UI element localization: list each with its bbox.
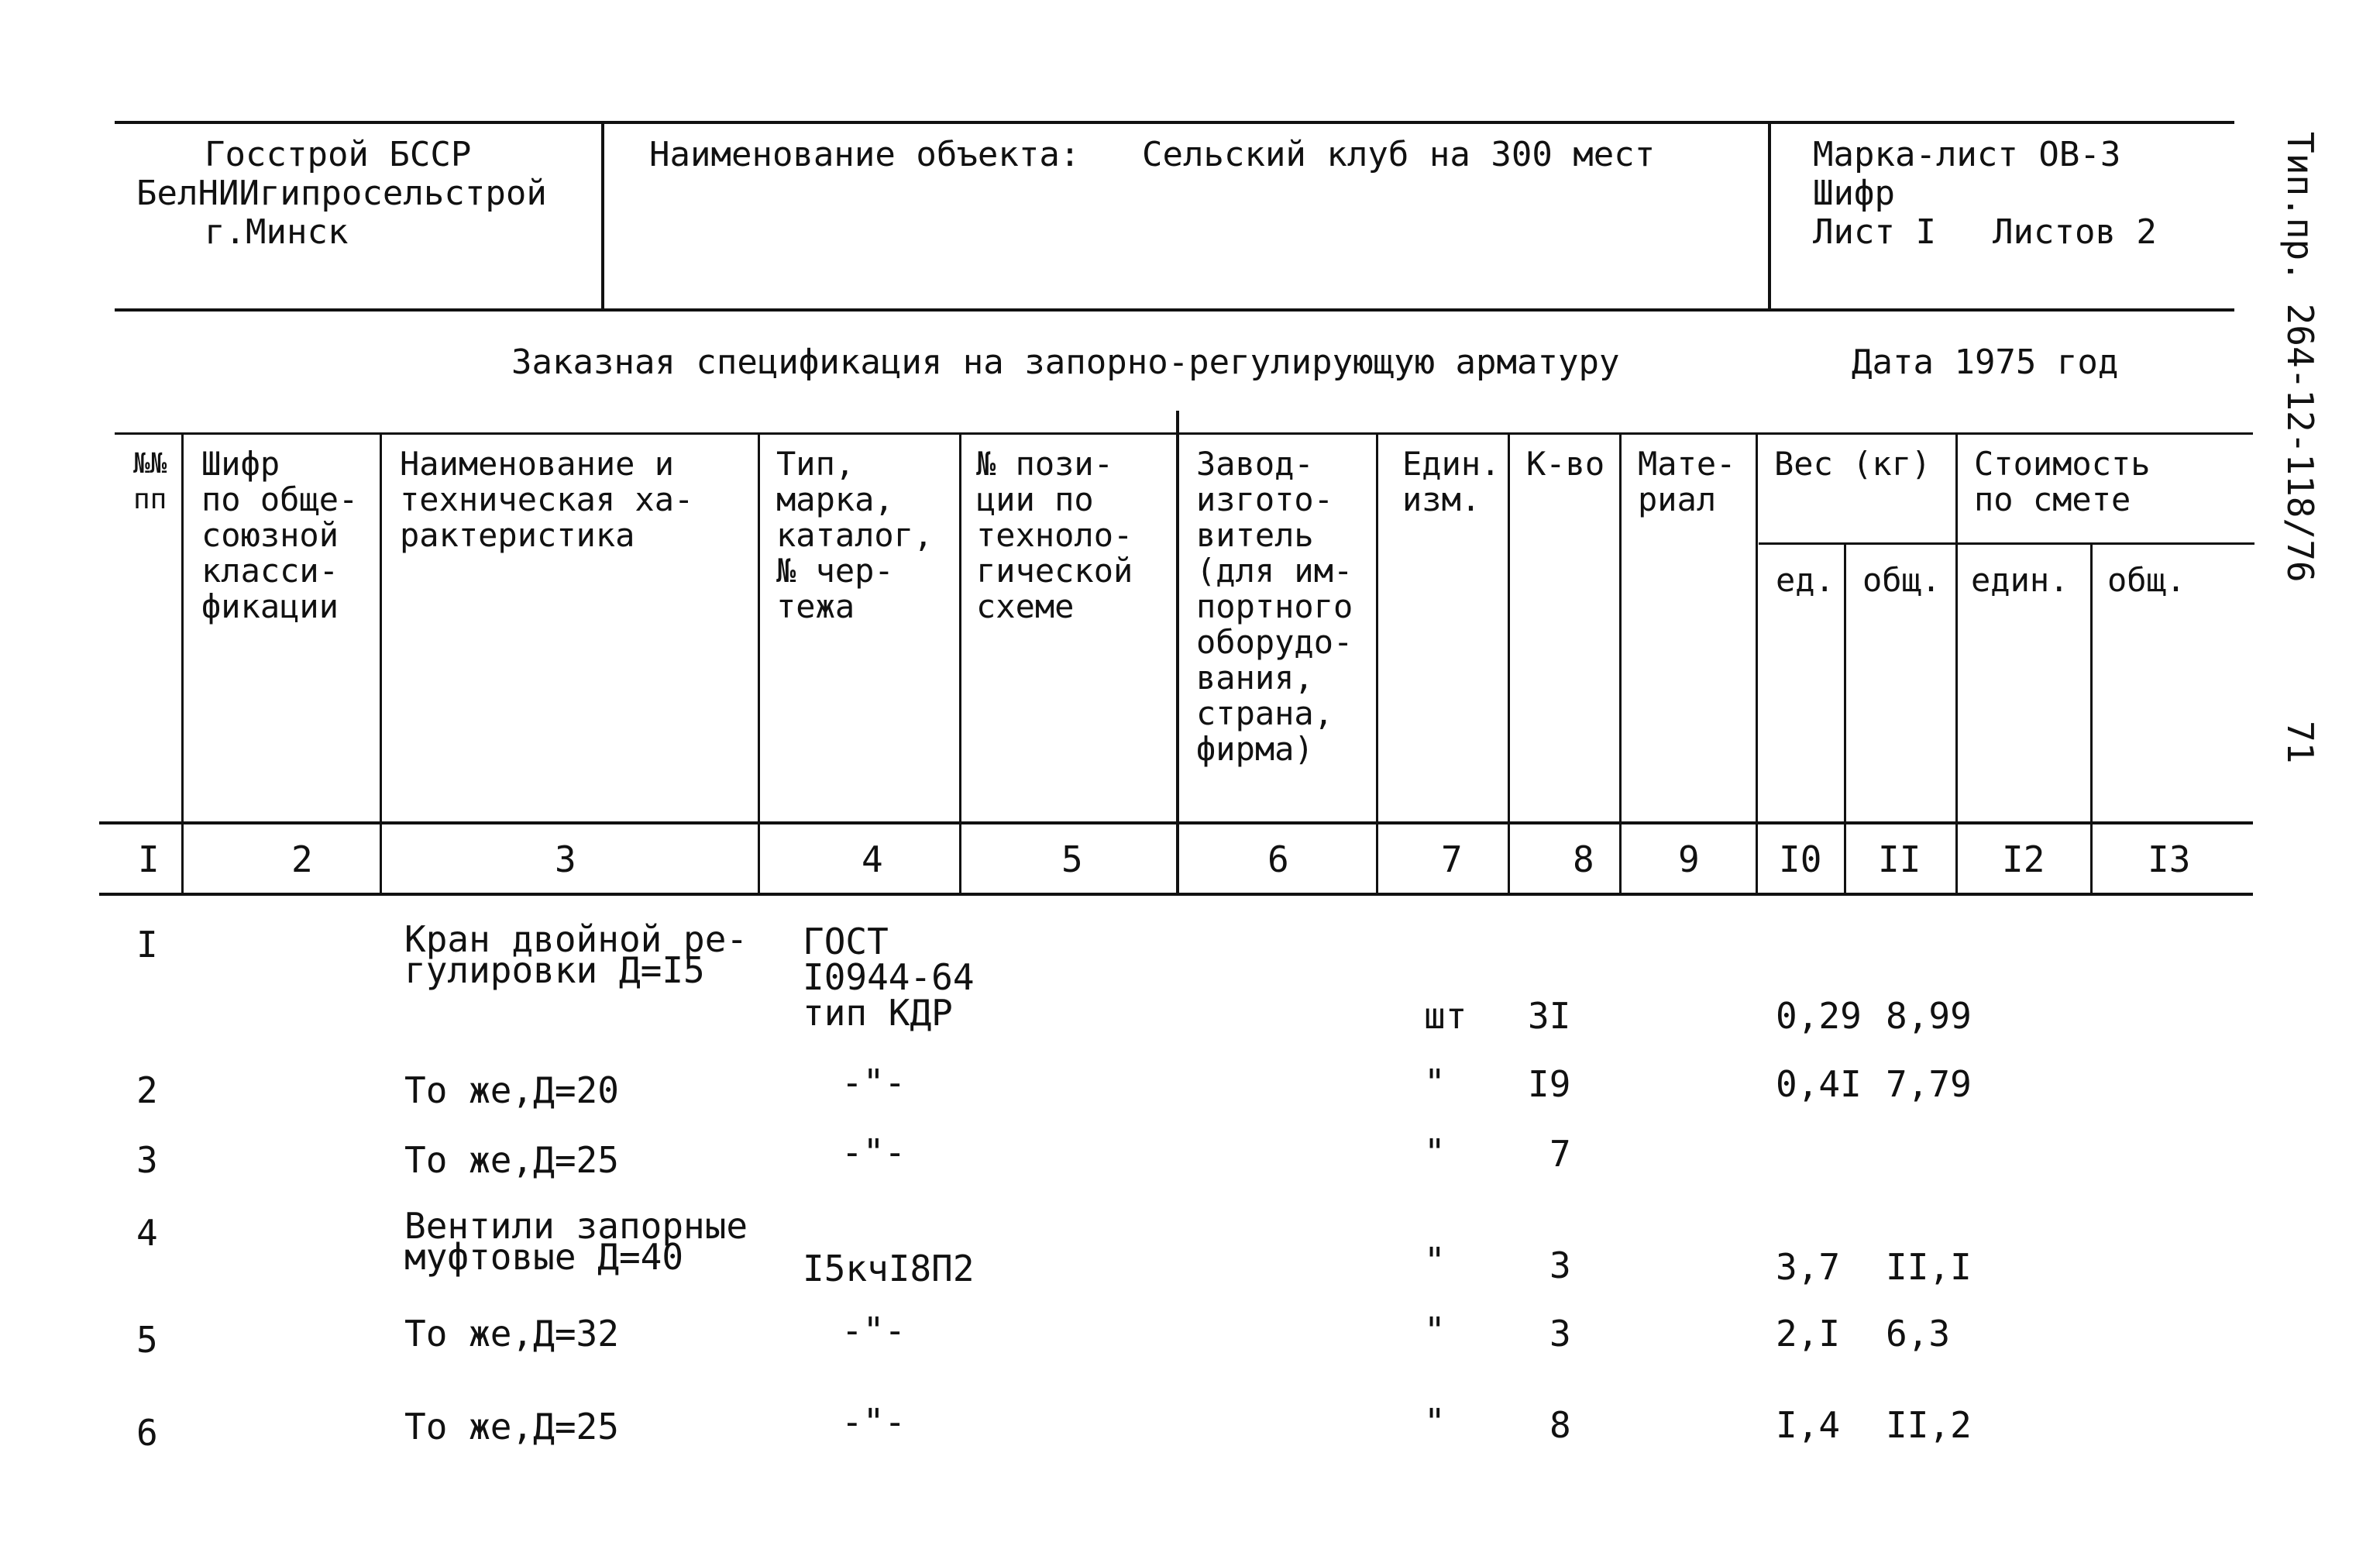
header-cost-unit: един. (1971, 561, 2069, 599)
row-weight-unit: 0,29 (1776, 995, 1862, 1037)
row-weight-unit: 3,7 (1776, 1246, 1841, 1288)
header-weight-total: общ. (1862, 561, 1941, 599)
row-type: -"- (841, 1131, 906, 1173)
row-weight-unit: I,4 (1776, 1404, 1841, 1446)
col-divider-8 (1619, 434, 1622, 894)
row-weight-total: 6,3 (1886, 1313, 1951, 1355)
row-unit: " (1424, 1310, 1446, 1351)
row-unit: " (1424, 1240, 1446, 1282)
row-type: I5кчI8П2 (803, 1248, 975, 1289)
row-type: -"- (841, 1310, 906, 1351)
sheet-number: Лист I (1813, 212, 1936, 252)
col-number-2: 2 (291, 838, 313, 880)
col-divider-1 (181, 434, 184, 894)
row-number: I (136, 924, 158, 966)
col-divider-12 (2090, 542, 2093, 894)
header-name: Наименование и техническая ха- рактеристика (400, 445, 694, 554)
org-line-2: БелНИИгипросельстрой (136, 174, 547, 213)
row-weight-unit: 2,I (1776, 1313, 1841, 1355)
col-divider-5 (1176, 411, 1179, 894)
col-divider-2 (380, 434, 382, 894)
col-number-11: II (1878, 838, 1921, 880)
row-number: 3 (136, 1139, 158, 1181)
row-qty: I9 (1528, 1063, 1571, 1105)
row-number: 4 (136, 1212, 158, 1254)
row-qty: 8 (1549, 1404, 1571, 1446)
row-type: ГОСТ I0944-64 тип КДР (803, 921, 975, 1034)
col-divider-11 (1955, 434, 1958, 894)
row-qty: 7 (1549, 1133, 1571, 1175)
col-divider-6 (1376, 434, 1378, 894)
sheets-total: Листов 2 (1993, 212, 2157, 252)
header-number: №№ пп (133, 448, 167, 515)
row-unit: " (1424, 1131, 1446, 1173)
header-type: Тип, марка, каталог, № чер- тежа (776, 445, 934, 625)
stamp-divider-1 (601, 122, 604, 310)
row-unit: " (1424, 1401, 1446, 1443)
row-name: Кран двойной ре- гулировки Д=I5 (404, 918, 748, 991)
col-number-3: 3 (555, 838, 576, 880)
row-qty: 3 (1549, 1313, 1571, 1355)
stamp-bottom-border (115, 308, 2234, 312)
header-cost: Стоимость по смете (1974, 445, 2151, 518)
row-number: 6 (136, 1412, 158, 1454)
col-divider-7 (1508, 434, 1510, 894)
code-label: Шифр (1813, 174, 1895, 213)
row-weight-unit: 0,4I (1776, 1063, 1862, 1105)
row-name: То же,Д=25 (404, 1406, 619, 1448)
col-divider-9 (1756, 434, 1758, 894)
header-material: Мате- риал (1638, 445, 1736, 518)
spec-date: Дата 1975 год (1852, 343, 2119, 382)
header-weight-unit: ед. (1776, 561, 1835, 599)
col-divider-3 (758, 434, 760, 894)
row-number: 2 (136, 1069, 158, 1111)
header-manufacturer: Завод- изгото- витель (для им- портного оборудо- вания, страна, фирма) (1196, 445, 1353, 768)
col-number-8: 8 (1573, 838, 1594, 880)
object-name: Сельский клуб на 300 мест (1142, 135, 1656, 174)
col-number-6: 6 (1267, 838, 1289, 880)
header-position: № пози- ции по техноло- гической схеме (976, 445, 1133, 625)
col-number-7: 7 (1441, 838, 1463, 880)
org-line-1: Госстрой БССР (205, 135, 472, 174)
row-name: То же,Д=25 (404, 1139, 619, 1181)
row-weight-total: II,2 (1886, 1404, 1972, 1446)
col-number-12: I2 (2002, 838, 2045, 880)
row-qty: 3I (1528, 995, 1571, 1037)
row-number: 5 (136, 1319, 158, 1361)
row-weight-total: II,I (1886, 1246, 1972, 1288)
mark-sheet: Марка-лист ОВ-3 (1813, 135, 2121, 174)
header-unit: Един. изм. (1402, 445, 1501, 518)
col-number-1: I (138, 838, 160, 880)
row-weight-total: 7,79 (1886, 1063, 1972, 1105)
header-code: Шифр по обще- союзной класси- фикации (201, 445, 359, 625)
row-name: То же,Д=20 (404, 1069, 619, 1111)
row-type: -"- (841, 1062, 906, 1103)
spec-title: Заказная спецификация на запорно-регулирующую арматуру (511, 343, 1620, 382)
col-number-13: I3 (2148, 838, 2191, 880)
col-number-5: 5 (1061, 838, 1083, 880)
object-label: Наименование объекта: (649, 135, 1081, 174)
row-name: То же,Д=32 (404, 1313, 619, 1355)
stamp-divider-2 (1768, 122, 1771, 310)
header-weight: Вес (кг) (1774, 445, 1931, 483)
page-number: 71 (2279, 721, 2321, 764)
stamp-top-border (115, 121, 2234, 124)
org-line-3: г.Минск (205, 212, 349, 252)
col-number-9: 9 (1678, 838, 1700, 880)
col-divider-10 (1844, 542, 1846, 894)
header-cost-total: общ. (2107, 561, 2186, 599)
weight-cost-subdivider (1759, 542, 2254, 545)
row-unit: " (1424, 1062, 1446, 1103)
row-qty: 3 (1549, 1244, 1571, 1286)
row-unit: шт (1424, 995, 1467, 1037)
row-weight-total: 8,99 (1886, 995, 1972, 1037)
col-number-10: I0 (1779, 838, 1822, 880)
col-number-4: 4 (862, 838, 883, 880)
row-type: -"- (841, 1401, 906, 1443)
header-top-border (115, 432, 2253, 435)
col-divider-4 (959, 434, 961, 894)
project-code: Тип.пр. 264-12-118/76 (2279, 132, 2321, 583)
header-quantity: К-во (1526, 445, 1605, 483)
row-name: Вентили запорные муфтовые Д=40 (404, 1205, 748, 1278)
